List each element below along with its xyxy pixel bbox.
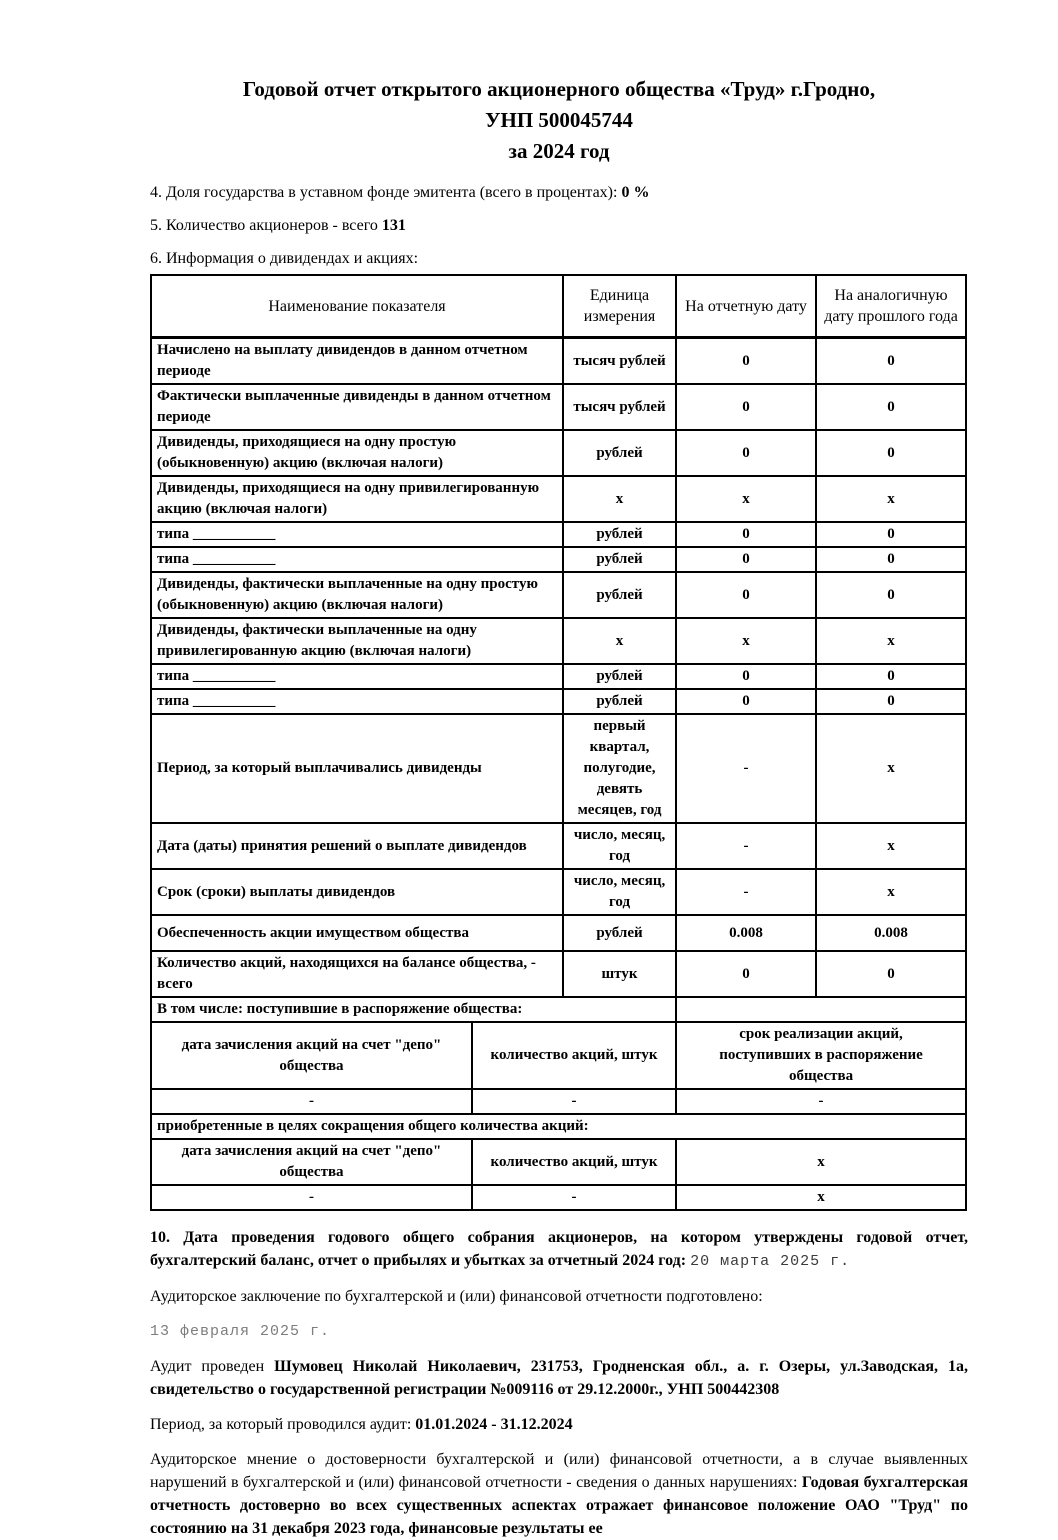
cell-unit: число, месяц, год [563,869,676,915]
cell-unit: рублей [563,572,676,618]
acquired-term-value: х [676,1185,966,1210]
shareholders-count-label: 5. Количество акционеров - всего [150,217,382,234]
meeting-date-value: 20 марта 2025 г. [690,1253,851,1270]
cell-current: 0.008 [676,915,816,951]
cell-name: типа ___________ [151,522,563,547]
cell-previous: 0 [816,572,966,618]
header-previous-year: На аналогичную дату прошлого года [816,275,966,338]
cell-name: Срок (сроки) выплаты дивидендов [151,869,563,915]
table-row [151,430,966,476]
incoming-shares-count-header: количество акций, штук [472,1022,676,1089]
incoming-values-row [151,1089,966,1114]
header-unit: Единица измерения [563,275,676,338]
paragraph-auditor [150,1355,968,1401]
paragraph-meeting-date [150,1226,968,1273]
cell-current: 0 [676,522,816,547]
cell-current: 0 [676,572,816,618]
paragraph-shareholders-count [150,216,968,236]
paragraph-audit-report-prepared: Аудиторское заключение по бухгалтерской и (или) финансовой отчетности подготовлено: [150,1288,763,1305]
cell-current: 0 [676,664,816,689]
cell-current: 0 [676,338,816,385]
cell-name: Количество акций, находящихся на балансе общества, - всего [151,951,563,997]
acquired-shares-count-value: - [472,1185,676,1210]
cell-previous: 0 [816,338,966,385]
header-indicator-name: Наименование показателя [151,275,563,338]
cell-unit: рублей [563,664,676,689]
cell-unit: рублей [563,689,676,714]
cell-previous: х [816,714,966,823]
cell-current: 0 [676,547,816,572]
cell-current: 0 [676,689,816,714]
cell-previous: х [816,618,966,664]
cell-name: Дивиденды, приходящиеся на одну простую (обыкновенную) акцию (включая налоги) [151,430,563,476]
acquired-section-label: приобретенные в целях сокращения общего количества акций: [151,1114,966,1139]
incoming-depo-date-header: дата зачисления акций на счет "депо" общества [151,1022,472,1089]
acquired-values-row [151,1185,966,1210]
dividends-table [150,274,967,1211]
acquired-section-label-row [151,1114,966,1139]
cell-previous: х [816,823,966,869]
audit-period-label: Период, за который проводился аудит: [150,1416,416,1433]
cell-unit: рублей [563,522,676,547]
table-row [151,823,966,869]
table-row [151,664,966,689]
incoming-depo-date-value: - [151,1089,472,1114]
cell-previous: 0 [816,384,966,430]
cell-unit: штук [563,951,676,997]
paragraph-audit-opinion [150,1448,968,1540]
auditor-label: Аудит проведен [150,1358,275,1375]
cell-name: Фактически выплаченные дивиденды в данном отчетном периоде [151,384,563,430]
cell-current: - [676,823,816,869]
table-row [151,618,966,664]
acquired-subheader-row [151,1139,966,1185]
table-row [151,547,966,572]
cell-current: 0 [676,430,816,476]
cell-name: Дивиденды, приходящиеся на одну привилегированную акцию (включая налоги) [151,476,563,522]
cell-unit: тысяч рублей [563,338,676,385]
cell-current: 0 [676,951,816,997]
incoming-shares-count-value: - [472,1089,676,1114]
cell-previous: 0 [816,689,966,714]
cell-name: Обеспеченность акции имуществом общества [151,915,563,951]
cell-name: типа ___________ [151,664,563,689]
shareholders-count-value: 131 [381,217,406,234]
cell-name: Дивиденды, фактически выплаченные на одну простую (обыкновенную) акцию (включая налоги) [151,572,563,618]
paragraph-dividends-info: 6. Информация о дивидендах и акциях: [150,250,419,267]
cell-current: 0 [676,384,816,430]
title-line-1: Годовой отчет открытого акционерного общества «Труд» г.Гродно, [242,77,876,101]
title-line-3: за 2024 год [508,139,610,163]
incoming-section-label: В том числе: поступившие в распоряжение общества: [151,997,676,1022]
cell-current: х [676,476,816,522]
cell-previous: х [816,476,966,522]
incoming-subheader-row [151,1022,966,1089]
cell-previous: 0 [816,664,966,689]
paragraph-audit-period [150,1413,968,1436]
cell-name: типа ___________ [151,689,563,714]
acquired-depo-date-value: - [151,1185,472,1210]
cell-unit: х [563,618,676,664]
cell-unit: тысяч рублей [563,384,676,430]
cell-name: Начислено на выплату дивидендов в данном отчетном периоде [151,338,563,385]
acquired-shares-count-header: количество акций, штук [472,1139,676,1185]
acquired-term-header: х [676,1139,966,1185]
cell-previous: 0.008 [816,915,966,951]
table-header-row [151,275,966,338]
cell-unit: рублей [563,915,676,951]
cell-current: - [676,714,816,823]
table-row [151,714,966,823]
table-row [151,951,966,997]
meeting-date-label: 10. Дата проведения годового общего собрания акционеров, на котором утверждены годовой отчет, бухгалтерский баланс, отчет о прибылях и убытках за отчетный 2024 год: [150,1229,968,1269]
table-row [151,915,966,951]
incoming-section-label-row [151,997,966,1022]
audit-period-value: 01.01.2024 - 31.12.2024 [415,1416,573,1433]
incoming-section-empty-cell [676,997,966,1022]
header-current-date: На отчетную дату [676,275,816,338]
table-row [151,869,966,915]
cell-name: Период, за который выплачивались дивиденды [151,714,563,823]
audit-opinion-text: Годовая бухгалтерская отчетность достоверно во всех существенных аспектах отражает финансовое положение ОАО "Труд" по состоянию на 31 декабря 2023 года, финансовые результаты ее [150,1474,969,1537]
acquired-depo-date-header: дата зачисления акций на счет "депо" общества [151,1139,472,1185]
cell-previous: 0 [816,522,966,547]
incoming-realization-term-value: - [676,1089,966,1114]
cell-name: Дивиденды, фактически выплаченные на одну привилегированную акцию (включая налоги) [151,618,563,664]
cell-current: х [676,618,816,664]
table-row [151,384,966,430]
state-share-label: 4. Доля государства в уставном фонде эмитента (всего в процентах): [150,184,622,201]
table-row [151,522,966,547]
table-row [151,572,966,618]
auditor-details: Шумовец Николай Николаевич, 231753, Гродненская обл., а. г. Озеры, ул.Заводская, 1а, свидетельство о государственной регистрации №009116 от 29.12.2000г., УНП 500442308 [150,1358,968,1398]
cell-previous: х [816,869,966,915]
audit-opinion-label: Аудиторское мнение о достоверности бухгалтерской и (или) финансовой отчетности, а в случае выявленных нарушений в бухгалтерской и (или) финансовой отчетности - сведения о данных нарушениях: [150,1451,968,1491]
table-row [151,689,966,714]
document-title [150,74,968,167]
cell-unit: рублей [563,547,676,572]
audit-report-date: 13 февраля 2025 г. [150,1323,331,1340]
cell-name: типа ___________ [151,547,563,572]
state-share-value: 0 % [621,184,650,201]
title-line-2: УНП 500045744 [485,108,633,132]
cell-current: - [676,869,816,915]
paragraph-state-share [150,183,968,203]
cell-previous: 0 [816,430,966,476]
cell-unit: х [563,476,676,522]
cell-name: Дата (даты) принятия решений о выплате дивидендов [151,823,563,869]
cell-previous: 0 [816,547,966,572]
table-row [151,476,966,522]
cell-unit: рублей [563,430,676,476]
incoming-realization-term-header: срок реализации акций, поступивших в распоряжение общества [676,1022,966,1089]
cell-unit: число, месяц, год [563,823,676,869]
cell-previous: 0 [816,951,966,997]
cell-unit: первый квартал, полугодие, девять месяцев, год [563,714,676,823]
table-row [151,338,966,385]
